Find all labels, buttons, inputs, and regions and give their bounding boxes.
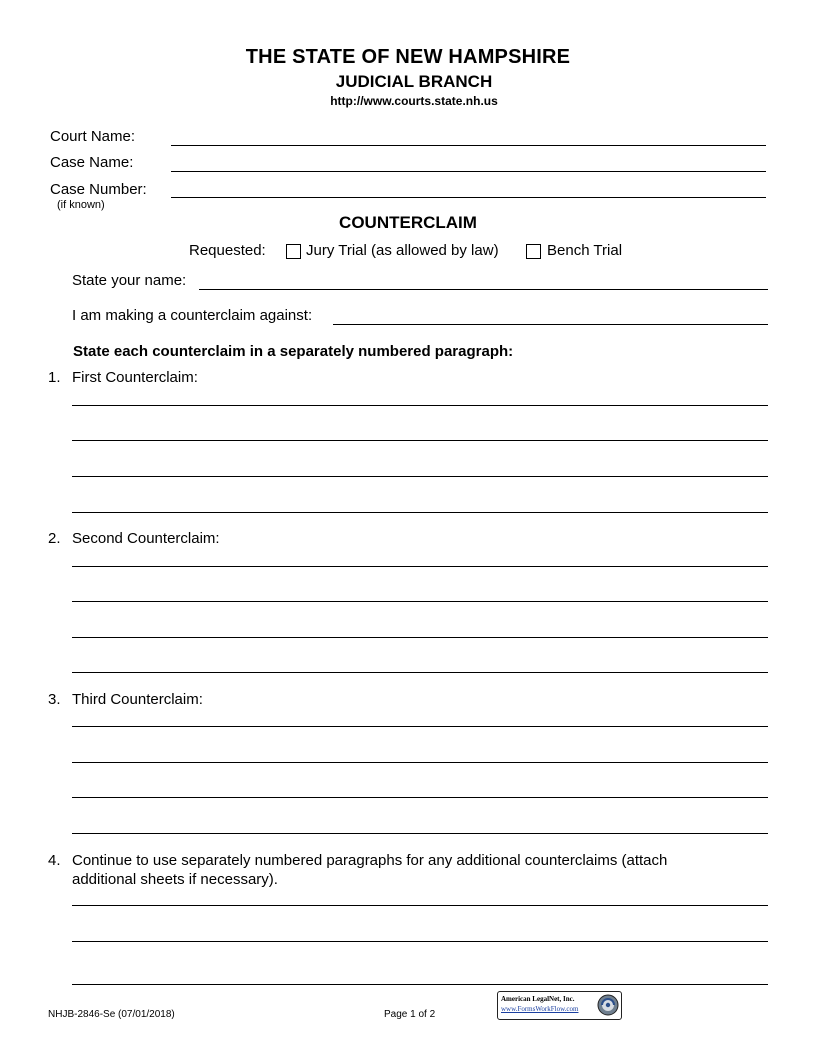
first-counterclaim-line[interactable] <box>72 440 768 441</box>
additional-counterclaims-label-cont: additional sheets if necessary). <box>72 871 278 888</box>
item-number: 3. <box>48 691 61 708</box>
name-label: State your name: <box>72 272 187 289</box>
first-counterclaim-line[interactable] <box>72 476 768 477</box>
item-number: 1. <box>48 369 61 386</box>
state-heading: THE STATE OF NEW HAMPSHIRE <box>245 46 571 68</box>
third-counterclaim-line[interactable] <box>72 726 768 727</box>
additional-counterclaim-line[interactable] <box>72 905 768 906</box>
jury-trial-checkbox[interactable] <box>286 244 301 259</box>
bench-trial-checkbox[interactable] <box>526 244 541 259</box>
court-url[interactable]: http://www.courts.state.nh.us <box>330 94 498 108</box>
page-number: Page 1 of 2 <box>384 1009 436 1020</box>
first-counterclaim-line[interactable] <box>72 512 768 513</box>
second-counterclaim-line[interactable] <box>72 672 768 673</box>
case-number-field[interactable] <box>171 197 766 198</box>
first-counterclaim-line[interactable] <box>72 405 768 406</box>
jury-trial-label: Jury Trial (as allowed by law) <box>306 242 499 259</box>
against-label: I am making a counterclaim against: <box>72 307 313 324</box>
form-title: COUNTERCLAIM <box>339 213 477 232</box>
third-counterclaim-line[interactable] <box>72 797 768 798</box>
branch-heading: JUDICIAL BRANCH <box>335 72 493 91</box>
third-counterclaim-line[interactable] <box>72 833 768 834</box>
additional-counterclaim-line[interactable] <box>72 941 768 942</box>
first-counterclaim-label: First Counterclaim: <box>72 369 198 386</box>
case-number-label: Case Number: <box>50 181 147 198</box>
bench-trial-label: Bench Trial <box>547 242 623 259</box>
requested-label: Requested: <box>189 242 266 259</box>
third-counterclaim-label: Third Counterclaim: <box>72 691 203 708</box>
globe-logo-icon <box>597 994 619 1016</box>
instruction-text: State each counterclaim in a separately numbered paragraph: <box>73 343 514 360</box>
item-number: 4. <box>48 852 61 869</box>
case-name-label: Case Name: <box>50 154 134 171</box>
item-number: 2. <box>48 530 61 547</box>
court-name-field[interactable] <box>171 145 766 146</box>
court-name-label: Court Name: <box>50 128 136 145</box>
american-legalnet-badge[interactable] <box>497 991 622 1020</box>
against-field[interactable] <box>333 324 768 325</box>
form-id: NHJB-2846-Se (07/01/2018) <box>48 1009 175 1020</box>
badge-url[interactable]: www.FormsWorkFlow.com <box>501 1005 579 1013</box>
if-known-note: (if known) <box>57 199 105 211</box>
additional-counterclaim-line[interactable] <box>72 984 768 985</box>
case-name-field[interactable] <box>171 171 766 172</box>
third-counterclaim-line[interactable] <box>72 762 768 763</box>
second-counterclaim-line[interactable] <box>72 601 768 602</box>
name-field[interactable] <box>199 289 768 290</box>
second-counterclaim-line[interactable] <box>72 566 768 567</box>
second-counterclaim-line[interactable] <box>72 637 768 638</box>
badge-company: American LegalNet, Inc. <box>501 995 575 1003</box>
second-counterclaim-label: Second Counterclaim: <box>72 530 220 547</box>
additional-counterclaims-label: Continue to use separately numbered paragraphs for any additional counterclaims (attach <box>72 852 668 869</box>
